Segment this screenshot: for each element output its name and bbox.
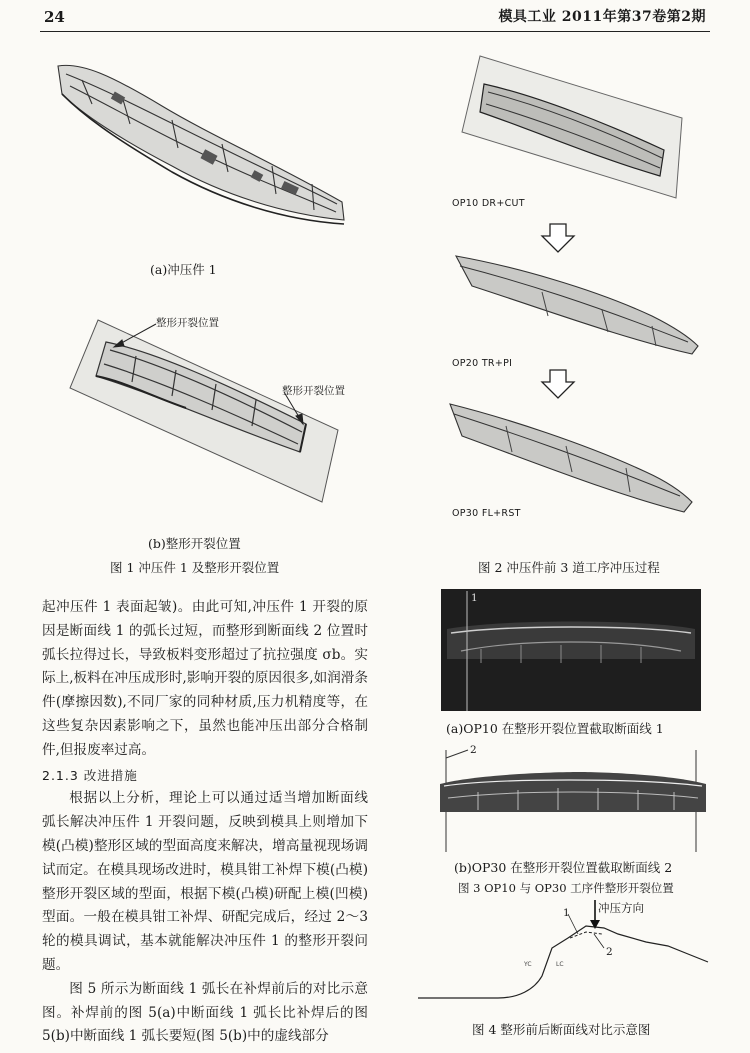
figure3b-label-2: 2 <box>470 744 477 756</box>
header-divider <box>40 31 710 32</box>
figure1a-caption: (a)冲压件 1 <box>150 262 217 277</box>
svg-text:LC: LC <box>556 961 564 968</box>
body-paragraph-1: 起冲压件 1 表面起皱)。由此可知,冲压件 1 开裂的原因是断面线 1 的弧长过短，而整形到断面线 2 位置时弧长拉得过长，导致板料变形超过了抗拉强度 σb。实际上,板料在冲压成形时,影响开裂的原因很多,如润滑条件(摩擦因数),不同厂家的同种材质,压力机精度等，在这些复杂因素影响之下，虽然也能冲压出部分合格制件,但报废率过高。 <box>42 599 368 758</box>
page-number: 24 <box>44 8 65 26</box>
figure3a-caption: (a)OP10 在整形开裂位置截取断面线 1 <box>446 721 664 736</box>
figure1b-caption: (b)整形开裂位置 <box>148 536 241 551</box>
figure1b-annotation-2: 整形开裂位置 <box>282 385 345 397</box>
figure2-op20-image <box>452 246 702 356</box>
figure3-caption: 图 3 OP10 与 OP30 工序件整形开裂位置 <box>458 881 674 895</box>
body-paragraph-3: 图 5 所示为断面线 1 弧长在补焊前后的对比示意图。补焊前的图 5(a)中断面线 1 弧长比补焊后的图 5(b)中断面线 1 弧长要短(图 5(b)中的虚线部分 <box>42 980 368 1045</box>
figure4-label-1: 1 <box>563 907 570 919</box>
figure3a-photo <box>441 589 701 711</box>
journal-header: 模具工业 2011年第37卷第2期 <box>498 9 706 25</box>
section-heading-2-1-3: 2.1.3 改进措施 <box>42 767 138 783</box>
body-paragraph-2: 根据以上分析，理论上可以通过适当增加断面线弧长解决冲压件 1 开裂问题，反映到模具上则增加下模(凸模)整形区域的型面高度来解决，增高量视现场调试而定。在模具现场改进时，模具钳工补焊下模(凸模)整形开裂区域的型面，根据下模(凸模)研配上模(凹模)型面。一般在模具钳工补焊、研配完成后，经过 2～3 轮的模具调试，基本就能解决冲压件 1 的整形开裂问题。 <box>42 790 368 973</box>
figure3b-caption: (b)OP30 在整形开裂位置截取断面线 2 <box>454 860 673 875</box>
figure2-op30-image <box>446 396 696 516</box>
figure4-caption: 图 4 整形前后断面线对比示意图 <box>472 1022 651 1037</box>
figure2-op30-label: OP30 FL+RST <box>452 508 521 519</box>
figure1b-annotation-1: 整形开裂位置 <box>156 317 219 329</box>
figure3b-section-image <box>438 744 708 854</box>
figure2-op10-label: OP10 DR+CUT <box>452 198 525 209</box>
figure4-label-2: 2 <box>606 946 613 958</box>
body-text-column <box>42 596 368 1049</box>
figure2-op20-label: OP20 TR+PI <box>452 358 513 369</box>
figure1b-part-image <box>66 312 346 507</box>
svg-text:YC: YC <box>524 961 532 968</box>
figure2-caption: 图 2 冲压件前 3 道工序冲压过程 <box>478 560 660 575</box>
figure3a-label-1: 1 <box>471 592 478 604</box>
figure2-op10-image <box>458 50 688 200</box>
figure1a-part-image <box>52 44 352 244</box>
figure1-caption: 图 1 冲压件 1 及整形开裂位置 <box>110 560 280 575</box>
figure4-direction-label: 冲压方向 <box>598 901 644 915</box>
